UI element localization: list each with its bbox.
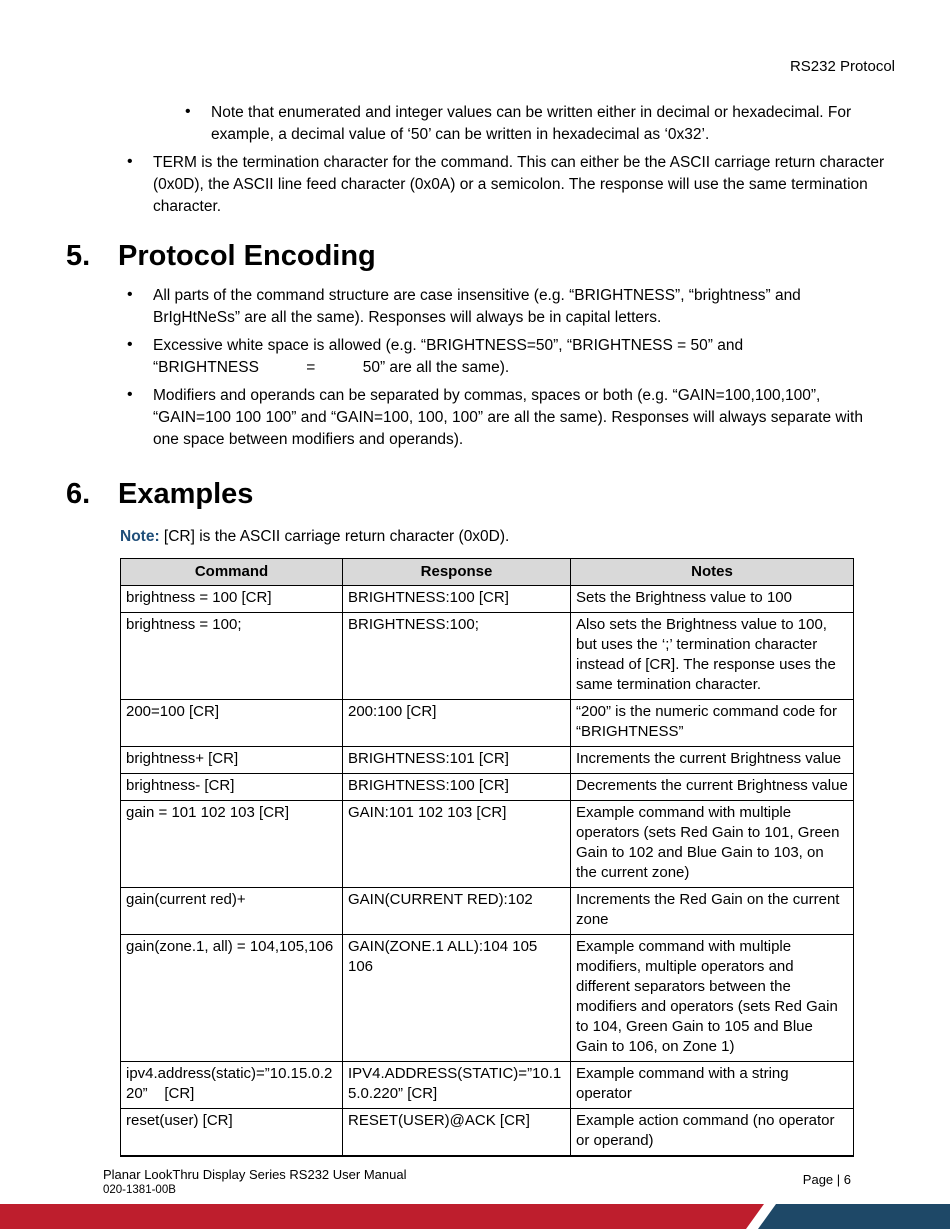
footer-accent-bar [0, 1204, 950, 1229]
table-row [121, 747, 854, 774]
table-row [121, 1109, 854, 1157]
table-row [121, 700, 854, 747]
table-row [121, 586, 854, 613]
table-row [121, 888, 854, 935]
notes-cell: Example command with multiple modifiers, multiple operators and different separators between the modifiers and operators (sets Red Gain to 104, Green Gain to 105 and Blue Gain to 106, on Zone 1) [571, 935, 854, 1062]
response-cell: BRIGHTNESS:101 [CR] [343, 747, 571, 774]
notes-cell: Example command with a string operator [571, 1062, 854, 1109]
notes-cell: Example command with multiple operators (sets Red Gain to 101, Green Gain to 102 and Blue Gain to 103, on the current zone) [571, 801, 854, 888]
command-cell: brightness = 100; [121, 613, 343, 700]
examples-note [120, 527, 853, 547]
response-cell: GAIN(CURRENT RED):102 [343, 888, 571, 935]
notes-cell: Also sets the Brightness value to 100, but uses the ‘;’ termination character instead of [CR]. The response uses the same termination character. [571, 613, 854, 700]
command-cell: brightness = 100 [CR] [121, 586, 343, 613]
table-row [121, 774, 854, 801]
note-text: [CR] is the ASCII carriage return character (0x0D). [159, 528, 510, 545]
command-cell: brightness- [CR] [121, 774, 343, 801]
footer-doc-number: 020-1381-00B [103, 1184, 176, 1196]
column-header-notes: Notes [571, 559, 854, 586]
table-row [121, 935, 854, 1062]
section-number: 6. [66, 478, 91, 510]
section-number: 5. [66, 240, 91, 272]
command-cell: reset(user) [CR] [121, 1109, 343, 1157]
table-row [121, 613, 854, 700]
page-header-label: RS232 Protocol [789, 58, 895, 75]
command-cell: brightness+ [CR] [121, 747, 343, 774]
response-cell: BRIGHTNESS:100 [CR] [343, 774, 571, 801]
footer-page-number: Page | 6 [802, 1172, 851, 1187]
response-cell: GAIN:101 102 103 [CR] [343, 801, 571, 888]
response-cell: IPV4.ADDRESS(STATIC)=”10.15.0.220” [CR] [343, 1062, 571, 1109]
notes-cell: Example action command (no operator or operand) [571, 1109, 854, 1157]
section-heading-examples [66, 477, 950, 511]
intro-bullet-term: • TERM is the termination character for the command. This can either be the ASCII carriage return character (0x0D), the ASCII line feed character (0x0A) or a semicolon. The response will use the same termination character. [153, 152, 890, 218]
column-header-response: Response [343, 559, 571, 586]
examples-table-body [121, 586, 854, 1157]
command-cell: 200=100 [CR] [121, 700, 343, 747]
command-cell: ipv4.address(static)=”10.15.0.220” [CR] [121, 1062, 343, 1109]
section-title: Examples [118, 478, 254, 510]
section-title: Protocol Encoding [118, 240, 376, 272]
command-cell: gain = 101 102 103 [CR] [121, 801, 343, 888]
notes-cell: Decrements the current Brightness value [571, 774, 854, 801]
notes-cell: Increments the current Brightness value [571, 747, 854, 774]
examples-table [120, 558, 854, 1157]
note-label: Note: [120, 528, 160, 545]
page-content [0, 102, 950, 1157]
section-heading-protocol-encoding [66, 239, 950, 273]
intro-bullet-decimal-hex: • Note that enumerated and integer values can be written either in decimal or hexadecimal. For example, a decimal value of ‘50’ can be written in hexadecimal as ‘0x32’. [211, 102, 889, 146]
table-header-row [121, 559, 854, 586]
table-row [121, 1062, 854, 1109]
response-cell: RESET(USER)@ACK [CR] [343, 1109, 571, 1157]
response-cell: 200:100 [CR] [343, 700, 571, 747]
encoding-bullet-white-space: • Excessive white space is allowed (e.g. “BRIGHTNESS=50”, “BRIGHTNESS = 50” and “BRIGHTNESS = 50” are all the same). [153, 335, 890, 379]
notes-cell: Sets the Brightness value to 100 [571, 586, 854, 613]
footer-manual-info [103, 1167, 406, 1197]
notes-cell: Increments the Red Gain on the current zone [571, 888, 854, 935]
column-header-command: Command [121, 559, 343, 586]
encoding-bullet-case-insensitive: • All parts of the command structure are case insensitive (e.g. “BRIGHTNESS”, “brightness” and BrIgHtNeSs” are all the same). Responses will always be in capital letters. [153, 285, 890, 329]
encoding-bullet-separators: • Modifiers and operands can be separated by commas, spaces or both (e.g. “GAIN=100,100,100”, “GAIN=100 100 100” and “GAIN=100, 100, 100” are all the same). Responses will always separate with one space between modifiers and operands). [153, 385, 890, 451]
command-cell: gain(current red)+ [121, 888, 343, 935]
response-cell: GAIN(ZONE.1 ALL):104 105 106 [343, 935, 571, 1062]
notes-cell: “200” is the numeric command code for “BRIGHTNESS” [571, 700, 854, 747]
response-cell: BRIGHTNESS:100 [CR] [343, 586, 571, 613]
command-cell: gain(zone.1, all) = 104,105,106 [121, 935, 343, 1062]
footer-manual-title: Planar LookThru Display Series RS232 User Manual [103, 1167, 407, 1182]
response-cell: BRIGHTNESS:100; [343, 613, 571, 700]
table-row [121, 801, 854, 888]
